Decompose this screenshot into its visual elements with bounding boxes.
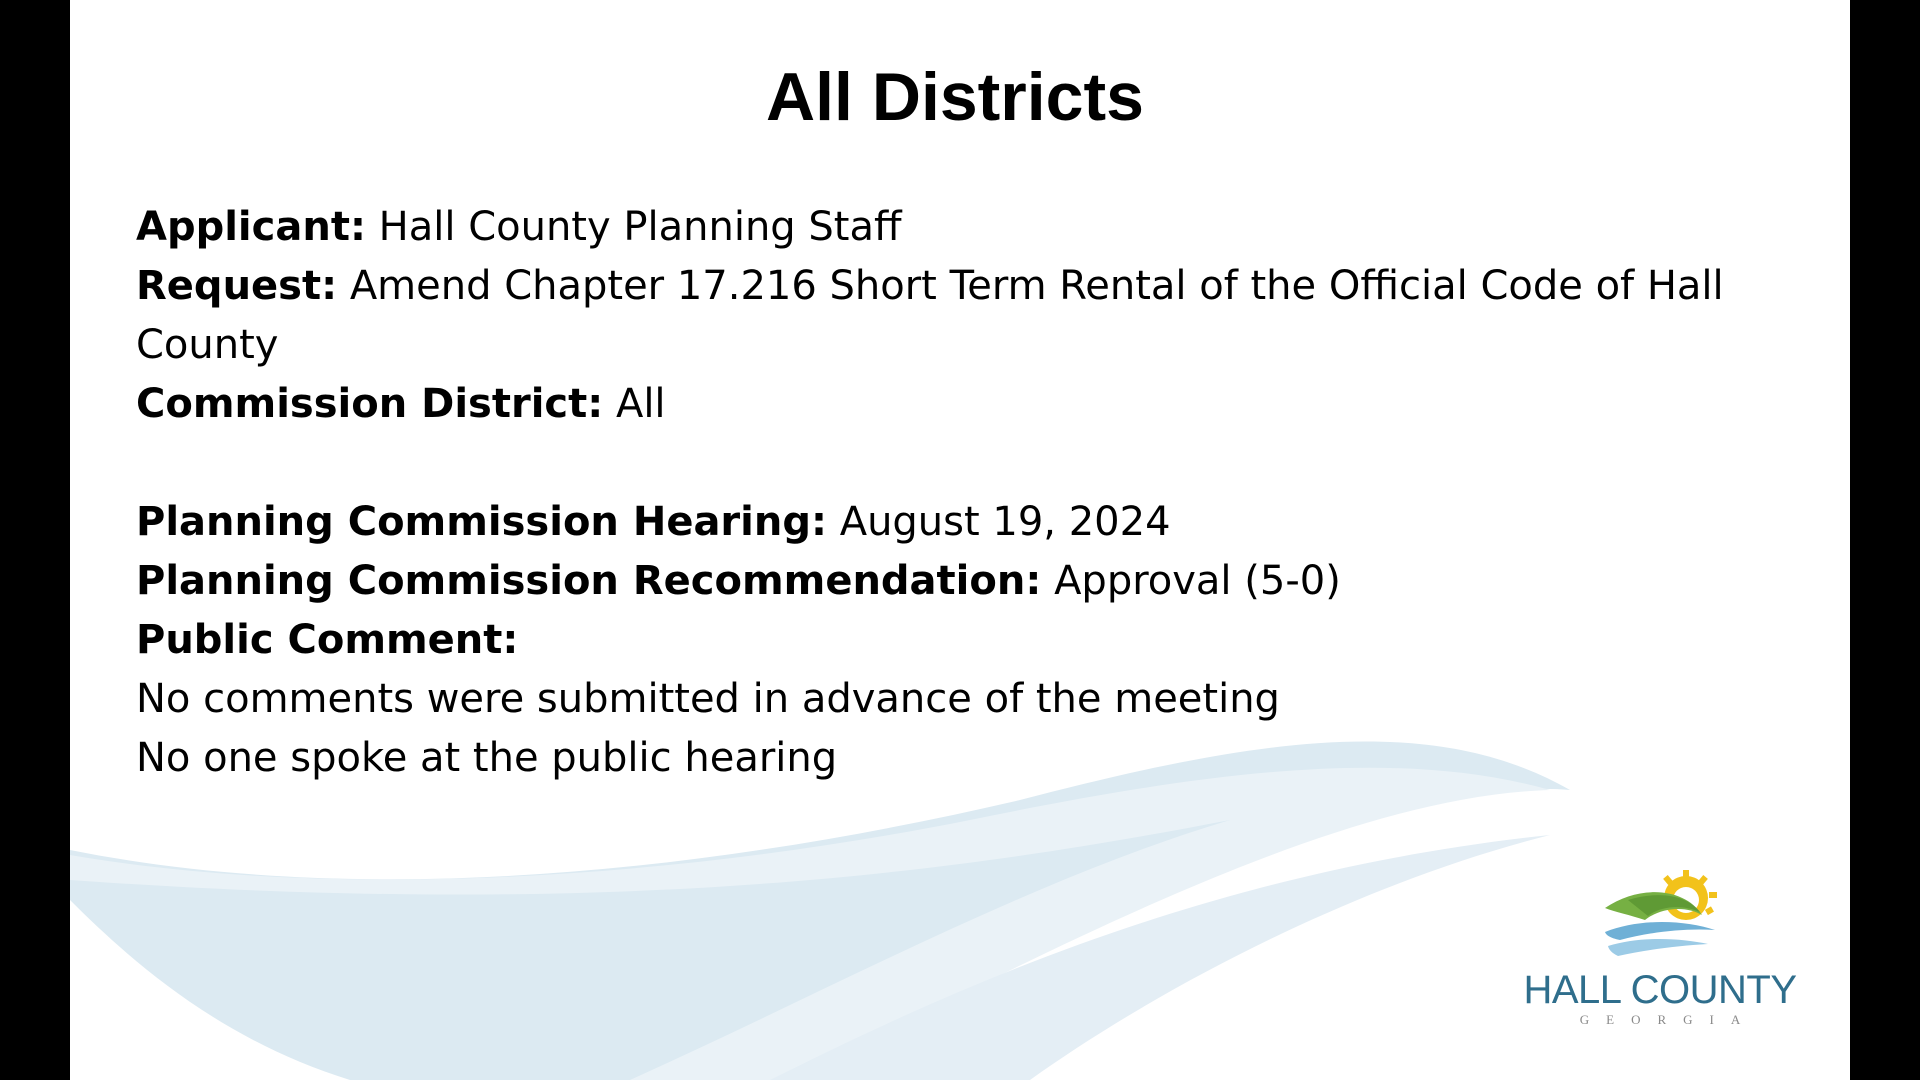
spacer — [136, 434, 1796, 493]
hearing-label: Planning Commission Hearing: — [136, 499, 827, 545]
water-wave-bottom — [1608, 939, 1708, 956]
slide — [70, 0, 1850, 1080]
recommendation-value: Approval (5-0) — [1054, 558, 1341, 604]
recommendation-label: Planning Commission Recommendation: — [136, 558, 1042, 604]
logo-name: HALL COUNTY — [1523, 968, 1797, 1012]
commission-district-line — [136, 375, 1796, 434]
applicant-label: Applicant: — [136, 204, 366, 250]
public-comment-label: Public Comment: — [136, 617, 519, 663]
request-line — [136, 257, 1796, 375]
public-comment-item: No one spoke at the public hearing — [136, 735, 838, 781]
public-comment-line — [136, 611, 1796, 670]
slide-title: All Districts — [766, 59, 1144, 135]
request-label: Request: — [136, 263, 338, 309]
water-wave-top — [1605, 922, 1715, 940]
commission-district-value: All — [615, 381, 666, 427]
hall-county-logo — [1510, 860, 1810, 1040]
hearing-line — [136, 493, 1796, 552]
applicant-line — [136, 198, 1796, 257]
logo-subtitle: GEORGIA — [1579, 1012, 1758, 1027]
hall-county-logo-icon — [1510, 860, 1810, 970]
commission-district-label: Commission District: — [136, 381, 604, 427]
hearing-value: August 19, 2024 — [839, 499, 1171, 545]
slide-body — [136, 198, 1796, 788]
recommendation-line — [136, 552, 1796, 611]
applicant-value: Hall County Planning Staff — [378, 204, 902, 250]
public-comment-item: No comments were submitted in advance of the meeting — [136, 676, 1280, 722]
request-value: Amend Chapter 17.216 Short Term Rental of the Official Code of Hall County — [136, 263, 1724, 368]
